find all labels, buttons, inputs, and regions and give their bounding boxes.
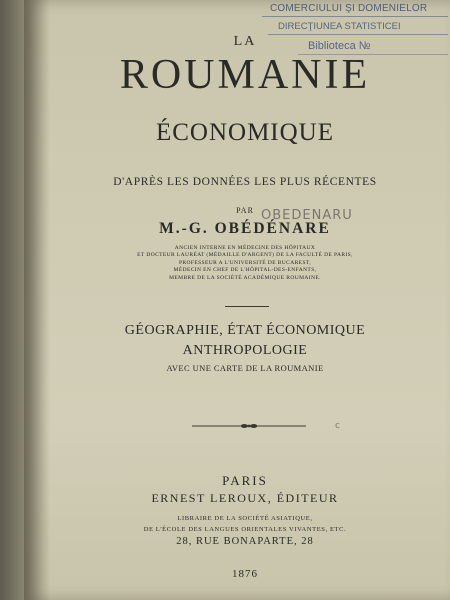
book-binding-edge (0, 0, 26, 600)
topics-line-2: ANTHROPOLOGIE (182, 343, 308, 358)
stamp-directorate-line: DIRECŢIUNEA STATISTICEI (278, 21, 401, 32)
credential-line: MEMBRE DE LA SOCIÉTÉ ACADÉMIQUE ROUMAINE. (169, 274, 321, 281)
pencil-mark: c (335, 421, 340, 431)
book-tagline: D'APRÈS LES DONNÉES LES PLUS RÉCENTES (113, 176, 377, 188)
credential-line: PROFESSEUR A L'UNIVERSITÉ DE BUCAREST, (178, 259, 312, 266)
stamp-library-number: Biblioteca № (308, 40, 371, 52)
credential-line: ANCIEN INTERNE EN MÉDECINE DES HÔPITAUX (174, 245, 316, 251)
author-name: M.-G. OBÉDÉNARE (159, 220, 331, 237)
publisher-credential-2: DE L'ÉCOLE DES LANGUES ORIENTALES VIVANTES, ETC. (143, 526, 347, 533)
map-note: AVEC UNE CARTE DE LA ROUMANIE (166, 363, 324, 373)
book-subtitle: ÉCONOMIQUE (155, 119, 335, 146)
book-title: ROUMANIE (119, 52, 371, 98)
author-credentials (40, 245, 450, 282)
handwritten-annotation: OBEDENARU (261, 208, 353, 223)
publisher-name: ERNEST LEROUX, ÉDITEUR (151, 491, 339, 505)
publisher-credential-1: LIBRAIRE DE LA SOCIÉTÉ ASIATIQUE, (177, 515, 313, 522)
topics-line-1: GÉOGRAPHIE, ÉTAT ÉCONOMIQUE (124, 323, 366, 338)
stamp-ministry-line: COMERCIULUI ŞI DOMENIELOR (270, 3, 428, 14)
separator-rule (225, 306, 269, 307)
publication-year: 1876 (232, 568, 258, 580)
credential-line: MÉDECIN EN CHEF DE L'HÔPITAL-DES-ENFANTS, (173, 267, 317, 274)
publication-city: PARIS (222, 473, 268, 488)
by-label: PAR (236, 206, 254, 215)
publisher-address: 28, RUE BONAPARTE, 28 (176, 536, 314, 547)
title-article: LA (233, 34, 257, 49)
ornament-divider-icon (190, 421, 308, 431)
credential-line: ET DOCTEUR LAURÉAT (MÉDAILLE D'ARGENT) DE LA FACULTÉ DE PARIS, (137, 252, 353, 259)
